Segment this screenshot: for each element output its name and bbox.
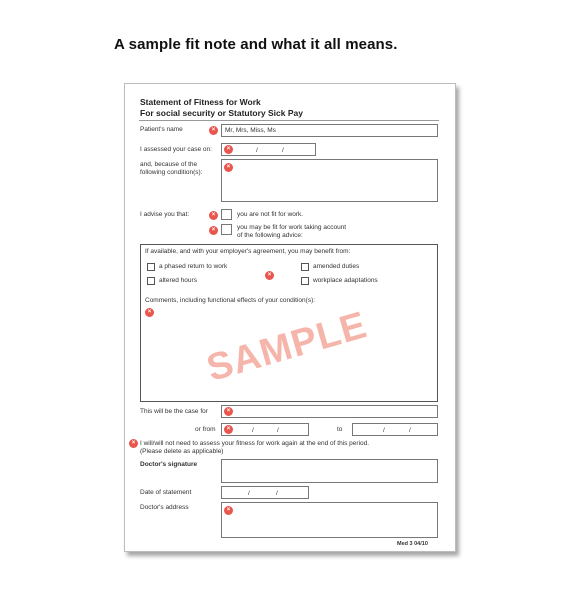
employer-agreement-text: If available, and with your employer's agreement, you may benefit from: [145, 248, 351, 255]
page-heading: A sample fit note and what it all means. [114, 36, 398, 53]
altered-hours-checkbox[interactable] [147, 277, 155, 285]
date-separator: / [282, 147, 284, 154]
sample-watermark: SAMPLE [202, 304, 372, 390]
form-code: Med 3 04/10 [397, 541, 428, 547]
workplace-adaptations-label: workplace adaptations [313, 277, 378, 284]
date-separator: / [248, 490, 250, 497]
annotation-marker-icon [224, 506, 233, 515]
signature-label: Doctor's signature [140, 461, 198, 468]
assessed-label: I assessed your case on: [140, 146, 212, 153]
date-separator: / [409, 427, 411, 434]
not-fit-label: you are not fit for work. [237, 211, 304, 218]
assessed-date-field[interactable] [221, 143, 316, 156]
to-label: to [337, 426, 343, 433]
annotation-marker-icon [209, 126, 218, 135]
to-date-field[interactable] [352, 423, 438, 436]
annotation-marker-icon [265, 271, 274, 280]
amended-duties-label: amended duties [313, 263, 360, 270]
advise-label: I advise you that: [140, 211, 190, 218]
annotation-marker-icon [129, 439, 138, 448]
condition-label-line1: and, because of the [140, 161, 198, 168]
date-separator: / [276, 490, 278, 497]
assess-again-text: I will/will not need to assess your fitness for work again at the end of this period. [140, 440, 370, 447]
may-be-fit-checkbox[interactable] [221, 224, 232, 235]
annotation-marker-icon [224, 425, 233, 434]
case-for-field[interactable] [221, 405, 438, 418]
delete-note: (Please delete as applicable) [140, 448, 224, 455]
address-label: Doctor's address [140, 504, 189, 511]
date-separator: / [256, 147, 258, 154]
may-be-fit-label-line1: you may be fit for work taking account [237, 224, 347, 231]
condition-field[interactable] [221, 159, 438, 202]
workplace-adaptations-checkbox[interactable] [301, 277, 309, 285]
patient-name-value: Mr, Mrs, Miss, Ms [225, 127, 276, 134]
date-statement-field[interactable] [221, 486, 309, 499]
title-rule [139, 120, 439, 121]
date-statement-label: Date of statement [140, 489, 192, 496]
not-fit-checkbox[interactable] [221, 209, 232, 220]
may-be-fit-label-line2: of the following advice: [237, 232, 303, 239]
date-separator: / [252, 427, 254, 434]
form-title: Statement of Fitness for Work [140, 97, 261, 107]
fit-note-form [124, 83, 456, 552]
patient-name-label: Patient's name [140, 126, 183, 133]
condition-label-line2: following condition(s): [140, 169, 203, 176]
annotation-marker-icon [209, 226, 218, 235]
annotation-marker-icon [224, 163, 233, 172]
case-for-label: This will be the case for [140, 408, 208, 415]
signature-field[interactable] [221, 459, 438, 483]
phased-return-checkbox[interactable] [147, 263, 155, 271]
from-date-field[interactable] [221, 423, 309, 436]
date-separator: / [277, 427, 279, 434]
annotation-marker-icon [209, 211, 218, 220]
annotation-marker-icon [145, 308, 154, 317]
comments-label: Comments, including functional effects of your condition(s): [145, 297, 316, 304]
amended-duties-checkbox[interactable] [301, 263, 309, 271]
annotation-marker-icon [224, 145, 233, 154]
address-field[interactable] [221, 502, 438, 538]
patient-name-field[interactable] [221, 124, 438, 137]
altered-hours-label: altered hours [159, 277, 197, 284]
advice-box [140, 244, 438, 402]
form-subtitle: For social security or Statutory Sick Pay [140, 108, 303, 118]
date-separator: / [383, 427, 385, 434]
or-from-label: or from [195, 426, 216, 433]
phased-return-label: a phased return to work [159, 263, 228, 270]
annotation-marker-icon [224, 407, 233, 416]
